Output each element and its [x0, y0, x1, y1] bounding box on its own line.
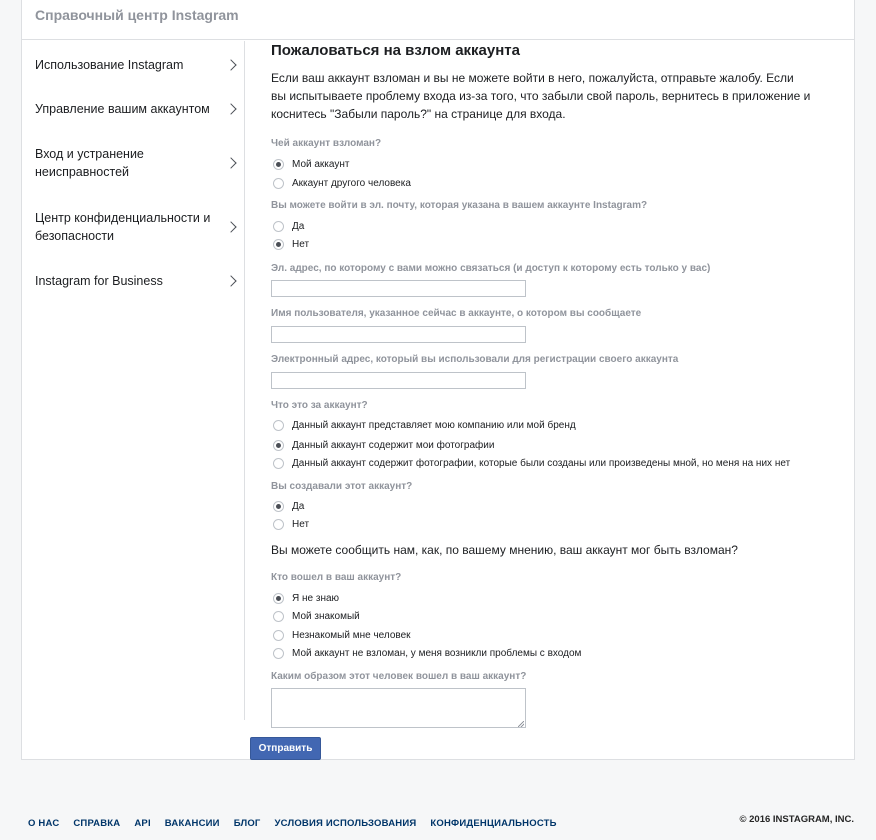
radio-icon [273, 611, 284, 622]
footer-link-about[interactable]: О НАС [28, 818, 60, 829]
radio-selected-icon [273, 159, 284, 170]
question-how-logged-in: Каким образом этот человек вошел в ваш аккаунт? [271, 671, 527, 682]
chevron-right-icon [225, 221, 236, 232]
sidebar-item-business[interactable] [35, 272, 235, 290]
radio-label: Мой аккаунт [292, 158, 350, 170]
chevron-right-icon [225, 59, 236, 70]
chevron-right-icon [225, 103, 236, 114]
radio-selected-icon [273, 501, 284, 512]
question-created-account: Вы создавали этот аккаунт? [271, 481, 413, 492]
footer-link-help[interactable]: СПРАВКА [73, 818, 121, 829]
radio-account-created-photos[interactable] [273, 456, 790, 470]
footer-link-jobs[interactable]: ВАКАНСИИ [164, 818, 220, 829]
question-who-logged-in: Кто вошел в ваш аккаунт? [271, 572, 402, 583]
sidebar-item-manage-account[interactable] [35, 100, 235, 118]
username-input[interactable] [271, 326, 526, 343]
radio-label: Нет [292, 518, 310, 530]
question-whose-account: Чей аккаунт взломан? [271, 138, 382, 149]
radio-icon [273, 648, 284, 659]
radio-icon [273, 458, 284, 469]
radio-my-account[interactable] [273, 157, 349, 171]
radio-selected-icon [273, 440, 284, 451]
signup-email-label: Электронный адрес, который вы использовали для регистрации своего аккаунта [271, 354, 679, 365]
page-title: Пожаловаться на взлом аккаунта [271, 42, 520, 59]
radio-selected-icon [273, 239, 284, 250]
footer [28, 813, 854, 827]
radio-label: Да [292, 220, 305, 232]
contact-email-input[interactable] [271, 280, 526, 297]
footer-link-blog[interactable]: БЛОГ [233, 818, 261, 829]
sidebar-item-privacy-safety[interactable] [35, 209, 235, 245]
radio-icon [273, 630, 284, 641]
chevron-right-icon [225, 157, 236, 168]
sidebar [22, 41, 245, 720]
radio-label: Незнакомый мне человек [292, 629, 411, 641]
radio-dont-know[interactable] [273, 591, 339, 605]
radio-not-hacked[interactable] [273, 646, 581, 660]
sidebar-item-label: Управление вашим аккаунтом [35, 102, 210, 116]
radio-created-yes[interactable] [273, 499, 304, 513]
radio-label: Я не знаю [292, 592, 340, 604]
how-logged-in-textarea[interactable] [271, 688, 526, 728]
submit-button[interactable]: Отправить [250, 737, 321, 760]
radio-label: Мой знакомый [292, 610, 360, 622]
radio-icon [273, 178, 284, 189]
signup-email-input[interactable] [271, 372, 526, 389]
radio-label: Нет [292, 238, 310, 250]
username-label: Имя пользователя, указанное сейчас в аккаунте, о котором вы сообщаете [271, 308, 642, 319]
radio-label: Данный аккаунт содержит фотографии, которые были созданы или произведены мной, но меня на них нет [292, 457, 791, 469]
sidebar-item-label: Instagram for Business [35, 274, 163, 288]
question-email-access: Вы можете войти в эл. почту, которая указана в вашем аккаунте Instagram? [271, 200, 648, 211]
question-account-type: Что это за аккаунт? [271, 400, 368, 411]
radio-label: Данный аккаунт представляет мою компанию или мой бренд [292, 419, 576, 431]
section-how-hacked: Вы можете сообщить нам, как, по вашему мнению, ваш аккаунт мог быть взломан? [271, 543, 738, 557]
footer-link-api[interactable]: API [134, 818, 151, 829]
footer-link-privacy[interactable]: КОНФИДЕНЦИАЛЬНОСТЬ [430, 818, 557, 829]
sidebar-item-login-troubleshooting[interactable] [35, 145, 235, 181]
radio-icon [273, 519, 284, 530]
radio-stranger[interactable] [273, 628, 411, 642]
footer-link-terms[interactable]: УСЛОВИЯ ИСПОЛЬЗОВАНИЯ [274, 818, 417, 829]
radio-label: Данный аккаунт содержит мои фотографии [292, 439, 495, 451]
radio-label: Аккаунт другого человека [292, 177, 411, 189]
header-title[interactable]: Справочный центр Instagram [35, 7, 239, 23]
sidebar-item-label: Центр конфиденциальности и безопасности [35, 211, 211, 243]
contact-email-label: Эл. адрес, по которому с вами можно связаться (и доступ к которому есть только у вас) [271, 263, 711, 274]
radio-icon [273, 221, 284, 232]
intro-text: Если ваш аккаунт взломан и вы не можете войти в него, пожалуйста, отправьте жалобу. Если вы испытываете проблему входа из-за того, что забыли свой пароль, вернитесь в приложение и коснитесь "Забыли пароль?" на странице для входа. [271, 71, 811, 121]
radio-selected-icon [273, 593, 284, 604]
copyright: © 2016 INSTAGRAM, INC. [739, 814, 854, 825]
sidebar-item-using-instagram[interactable] [35, 56, 235, 74]
radio-icon [273, 420, 284, 431]
resize-grip-icon[interactable] [518, 721, 524, 727]
header [22, 0, 854, 40]
radio-account-brand[interactable] [273, 418, 576, 432]
sidebar-item-label: Вход и устранение неисправностей [35, 147, 144, 179]
radio-email-no[interactable] [273, 237, 309, 251]
radio-created-no[interactable] [273, 517, 309, 531]
radio-other-account[interactable] [273, 176, 411, 190]
chevron-right-icon [225, 275, 236, 286]
radio-email-yes[interactable] [273, 219, 304, 233]
radio-label: Да [292, 500, 305, 512]
radio-acquaintance[interactable] [273, 609, 360, 623]
sidebar-item-label: Использование Instagram [35, 58, 184, 72]
help-center-card [21, 0, 855, 760]
radio-label: Мой аккаунт не взломан, у меня возникли проблемы с входом [292, 647, 582, 659]
radio-account-my-photos[interactable] [273, 438, 494, 452]
